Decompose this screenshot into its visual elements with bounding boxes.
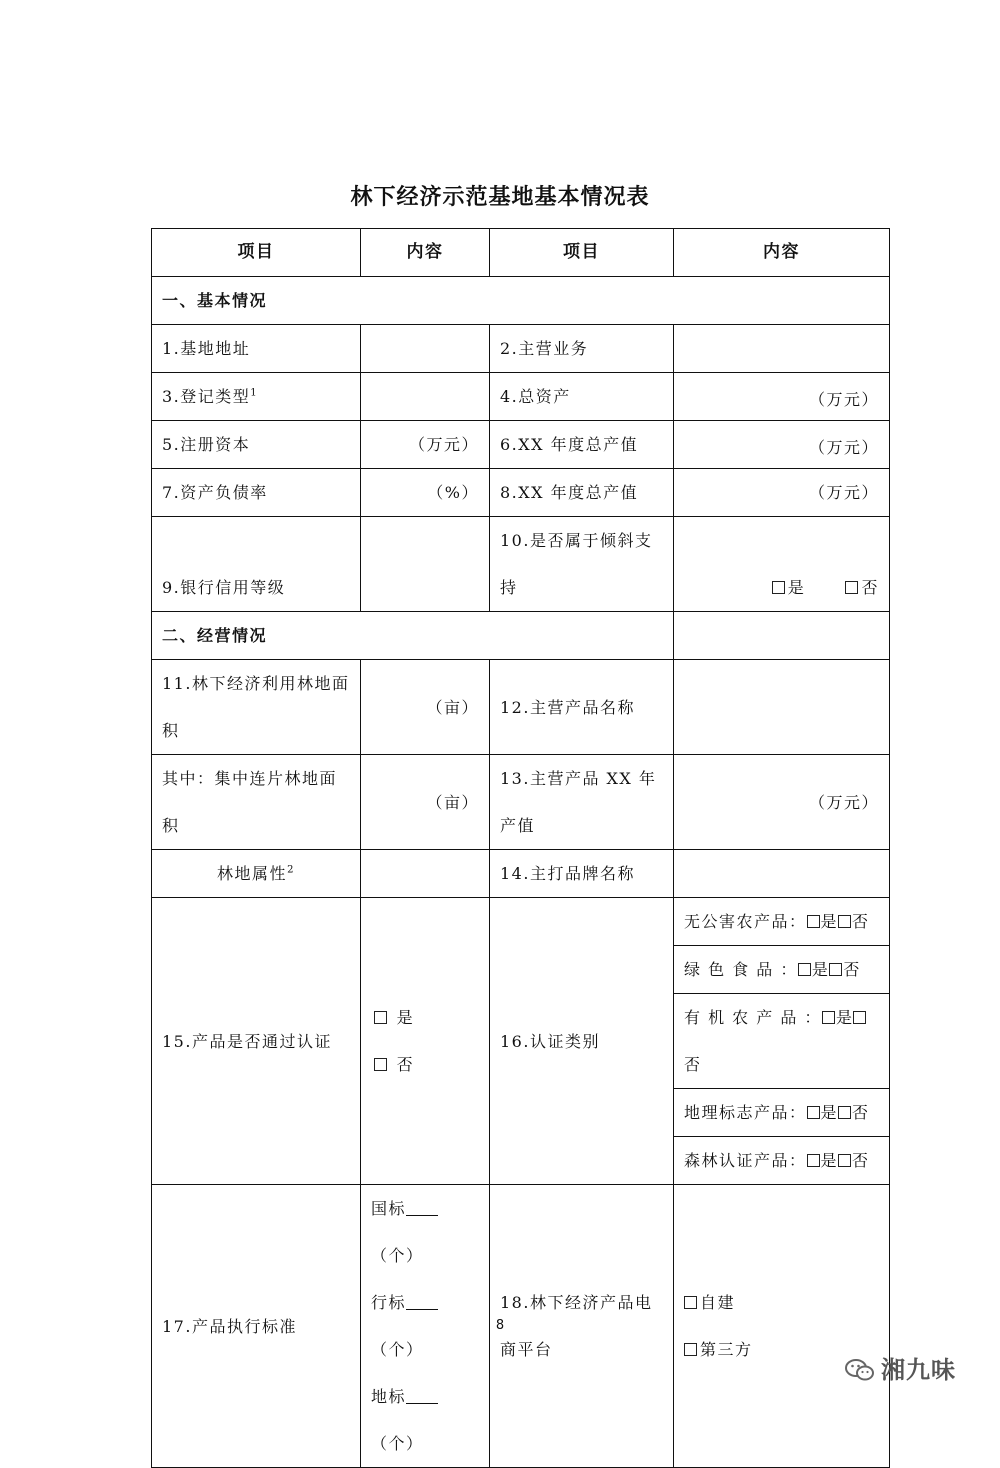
field-label-contiguous-area: 其中：集中连片林地面积	[152, 755, 361, 850]
page-number: 8	[495, 1318, 505, 1333]
checkbox-cert-no[interactable]	[838, 1106, 851, 1119]
field-label-cert-type: 16.认证类别	[490, 898, 674, 1185]
table-row	[152, 469, 890, 517]
cert-label: 有 机 农 产 品 ：	[684, 1008, 822, 1027]
field-label-brand: 14.主打品牌名称	[490, 850, 674, 898]
form-title: 林下经济示范基地基本情况表	[350, 185, 650, 210]
field-value-tilted-support: 是 否	[674, 517, 890, 612]
standard-count-field[interactable]	[406, 1387, 438, 1404]
footnote-mark: 2	[287, 864, 295, 876]
watermark-text: 湘九味	[881, 1356, 956, 1384]
field-label-annual-output-2: 8.XX 年度总产值	[490, 469, 674, 517]
field-label-standards: 17.产品执行标准	[152, 1185, 361, 1468]
field-label-ecommerce: 18.林下经济产品电商平台	[490, 1185, 674, 1468]
cert-row: 森林认证产品： 是 否	[684, 1151, 870, 1170]
header-row	[152, 229, 890, 277]
cert-row: 有 机 农 产 品 ： 是否	[674, 994, 889, 1089]
checkbox-third-party[interactable]	[684, 1343, 697, 1356]
field-label-total-assets: 4.总资产	[490, 373, 674, 421]
field-value-debt-ratio[interactable]: （%）	[361, 469, 490, 517]
cert-label: 地理标志产品：	[684, 1103, 807, 1122]
checkbox-cert-yes[interactable]	[807, 1154, 820, 1167]
checkbox-cert-yes[interactable]	[798, 963, 811, 976]
checkbox-self-built[interactable]	[684, 1296, 697, 1309]
field-value-address[interactable]	[361, 325, 490, 373]
checkbox-certified-no[interactable]	[374, 1058, 387, 1071]
field-value-main-product[interactable]	[674, 660, 890, 755]
header-content-1: 内容	[361, 229, 490, 277]
field-value-credit-rating[interactable]	[361, 517, 490, 612]
checkbox-yes[interactable]	[772, 581, 785, 594]
section-title-operation: 二、经营情况	[152, 612, 674, 660]
standard-item: 地标（个）	[371, 1373, 479, 1467]
header-item-1: 项目	[152, 229, 361, 277]
field-value-annual-output-2[interactable]: （万元）	[674, 469, 890, 517]
field-value-main-business[interactable]	[674, 325, 890, 373]
field-label-debt-ratio: 7.资产负债率	[152, 469, 361, 517]
field-value-cert-type	[674, 898, 890, 1185]
field-value-contiguous-area[interactable]: （亩）	[361, 755, 490, 850]
table-row	[152, 755, 890, 850]
checkbox-cert-yes[interactable]	[807, 915, 820, 928]
cert-label: 无公害农产品：	[684, 912, 807, 931]
field-value-land-attribute[interactable]	[361, 850, 490, 898]
field-label-main-product: 12.主营产品名称	[490, 660, 674, 755]
field-label-land-attribute: 林地属性$^2$	[152, 850, 361, 898]
table-row	[152, 660, 890, 755]
field-value-brand[interactable]	[674, 850, 890, 898]
table-row	[152, 325, 890, 373]
cert-row: 地理标志产品： 是 否	[674, 1089, 889, 1137]
field-value-product-output[interactable]: （万元）	[674, 755, 890, 850]
field-value-registration-type[interactable]	[361, 373, 490, 421]
cert-label: 绿 色 食 品 ：	[684, 960, 798, 979]
checkbox-cert-no[interactable]	[838, 915, 851, 928]
section-title-basic: 一、基本情况	[152, 277, 890, 325]
checkbox-cert-no[interactable]	[838, 1154, 851, 1167]
table-row	[152, 421, 890, 469]
standard-count-field[interactable]	[406, 1199, 438, 1216]
field-label-annual-output-1: 6.XX 年度总产值	[490, 421, 674, 469]
cert-list	[674, 898, 889, 1184]
field-value-certified: 是 否	[361, 898, 490, 1185]
checkbox-no[interactable]	[845, 581, 858, 594]
field-value-registered-capital[interactable]: （万元）	[361, 421, 490, 469]
header-content-2: 内容	[674, 229, 890, 277]
table-row	[152, 850, 890, 898]
checkbox-cert-no[interactable]	[829, 963, 842, 976]
checkbox-cert-yes[interactable]	[807, 1106, 820, 1119]
section-row-operation	[152, 612, 890, 660]
wechat-icon	[845, 1358, 875, 1388]
field-label-address: 1.基地地址	[152, 325, 361, 373]
standard-item: 国标（个）	[371, 1185, 479, 1279]
standard-count-field[interactable]	[406, 1293, 438, 1310]
basic-info-table	[151, 228, 890, 1468]
field-label-product-output: 13.主营产品 XX 年产值	[490, 755, 674, 850]
checkbox-certified-yes[interactable]	[374, 1011, 387, 1024]
field-label-main-business: 2.主营业务	[490, 325, 674, 373]
cert-row: 绿 色 食 品 ： 是 否	[674, 946, 889, 994]
standard-item: 行标（个）	[371, 1279, 479, 1373]
section-row-basic	[152, 277, 890, 325]
cert-row: 无公害农产品： 是 否	[674, 898, 889, 946]
footnote-mark: 1	[250, 387, 259, 399]
field-label-registration-type: 3.登记类型$^1$	[152, 373, 361, 421]
watermark	[845, 1350, 956, 1388]
field-label-certified: 15.产品是否通过认证	[152, 898, 361, 1185]
checkbox-cert-no[interactable]	[853, 1011, 866, 1024]
field-value-total-assets[interactable]: （万元）	[674, 373, 890, 421]
field-label-credit-rating: 9.银行信用等级	[152, 517, 361, 612]
field-label-forest-area: 11.林下经济利用林地面积	[152, 660, 361, 755]
table-row	[152, 373, 890, 421]
field-value-forest-area[interactable]: （亩）	[361, 660, 490, 755]
field-value-annual-output-1[interactable]: （万元）	[674, 421, 890, 469]
checkbox-cert-yes[interactable]	[822, 1011, 835, 1024]
cert-label: 森林认证产品：	[684, 1151, 807, 1170]
field-value-ecommerce: 自建 第三方	[674, 1185, 890, 1468]
table-row	[152, 517, 890, 612]
table-row	[152, 898, 890, 1185]
field-label-registered-capital: 5.注册资本	[152, 421, 361, 469]
header-item-2: 项目	[490, 229, 674, 277]
field-label-tilted-support: 10.是否属于倾斜支持	[490, 517, 674, 612]
